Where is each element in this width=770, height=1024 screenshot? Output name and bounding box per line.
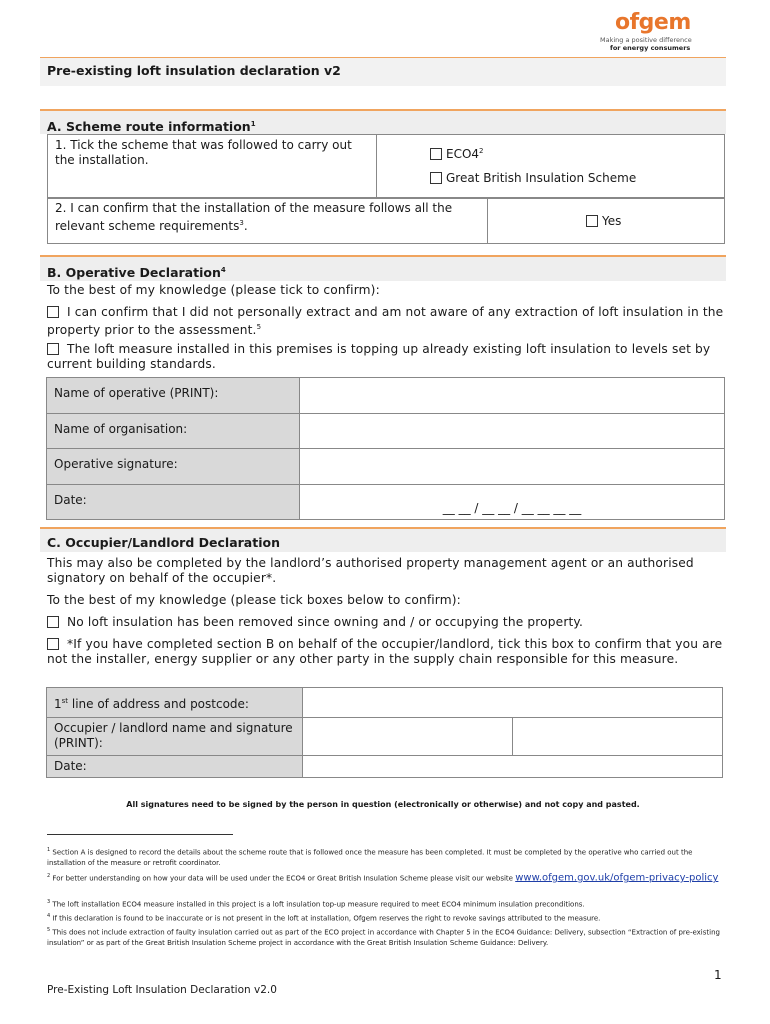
footnote-4 [47, 911, 727, 924]
operative-signature-label: Operative signature: [47, 449, 300, 485]
footnote-rule [47, 834, 233, 835]
requirements-table [47, 198, 725, 244]
logo-tagline-2: for energy consumers [610, 44, 691, 52]
footnote-2 [47, 871, 727, 884]
occupier-check-2[interactable] [47, 637, 727, 667]
footnote-text: For better understanding on how your data will be used under the ECO4 or Great British Insulation Scheme please visit our website [52, 874, 516, 883]
yes-checkbox[interactable] [586, 215, 598, 227]
top-up-checkbox[interactable] [47, 343, 59, 355]
gbis-label: Great British Insulation Scheme [446, 171, 637, 185]
footnote-text: If this declaration is found to be inaccurate or is not present in the loft at installation, Ofgem reserves the right to revoke savings attributed to the measure. [52, 914, 601, 923]
footnote-number: 3 [47, 899, 51, 905]
footnote-ref: 4 [220, 266, 226, 274]
operative-name-label: Name of operative (PRINT): [47, 378, 300, 414]
address-label-pre: 1 [54, 696, 62, 711]
occupier-details-table [46, 687, 723, 778]
section-a-heading [40, 109, 726, 134]
operative-details-table [46, 377, 725, 520]
not-installer-label: *If you have completed section B on behalf of the occupier/landlord, tick this box to confirm that you are not the installer, energy supplier or any other party in the supply chain responsible for this measure. [47, 637, 723, 666]
scheme-route-table [47, 134, 725, 198]
page-footer: Pre-Existing Loft Insulation Declaration v2.0 [47, 984, 277, 996]
footnote-text: The loft installation ECO4 measure installed in this project is a loft insulation top-up measure required to meet ECO4 minimum insulation preconditions. [52, 900, 585, 909]
requirements-question: 2. I can confirm that the installation of the measure follows all the relevant scheme requirements [55, 201, 453, 233]
scheme-question-cell [48, 135, 377, 198]
no-removal-checkbox[interactable] [47, 616, 59, 628]
ofgem-logo [598, 10, 718, 52]
occupier-signature-field[interactable] [513, 718, 723, 756]
yes-label: Yes [602, 214, 622, 228]
footnote-number: 2 [47, 873, 51, 879]
page-number: 1 [714, 968, 722, 982]
gbis-checkbox[interactable] [430, 172, 442, 184]
logo-wordmark: ofgem [615, 10, 691, 35]
operative-name-field[interactable] [300, 378, 725, 414]
footnote-text: This does not include extraction of faulty insulation carried out as part of the ECO project in accordance with Chapter 5 in the ECO4 Guidance: Delivery, subsection “Extraction of pre-existing insulation” or as part of the Great British Insulation Scheme project in accordance with the Great British Insulation Scheme Guidance: Delivery. [47, 928, 720, 948]
footnote-number: 1 [47, 847, 51, 853]
scheme-options-cell [377, 135, 725, 198]
option-gbis[interactable] [430, 171, 724, 186]
footnote-number: 4 [47, 913, 51, 919]
footnote-number: 5 [47, 927, 51, 933]
operative-intro: To the best of my knowledge (please tick to confirm): [47, 283, 380, 297]
occupier-check-1[interactable] [47, 615, 727, 630]
no-extraction-label: I can confirm that I did not personally extract and am not aware of any extraction of loft insulation in the property prior to the assessment. [47, 305, 724, 338]
occupier-para: This may also be completed by the landlord’s authorised property management agent or an authorised signatory on behalf of the occupier*. [47, 556, 694, 585]
operative-check-1[interactable] [47, 305, 727, 338]
requirements-question-cell [48, 199, 488, 244]
footnote-1 [47, 845, 727, 869]
option-eco4[interactable] [430, 144, 724, 162]
section-c-heading: C. Occupier/Landlord Declaration [40, 527, 726, 552]
privacy-policy-link[interactable]: www.ofgem.gov.uk/ofgem-privacy-policy [515, 872, 719, 884]
address-field[interactable] [303, 688, 723, 718]
occupier-intro: To the best of my knowledge (please tick boxes below to confirm): [47, 593, 461, 607]
requirements-question-end: . [243, 219, 248, 233]
footnote-text: Section A is designed to record the details about the scheme route that is followed once the measure has been completed. It must be completed by the operative who carried out the installation of the measure or retrofit coordinator. [47, 848, 693, 868]
no-extraction-checkbox[interactable] [47, 306, 59, 318]
document-title: Pre-existing loft insulation declaration v2 [40, 58, 726, 86]
not-installer-checkbox[interactable] [47, 638, 59, 650]
signature-note: All signatures need to be signed by the person in question (electronically or otherwise) and not copy and pasted. [126, 800, 640, 809]
operative-check-2[interactable] [47, 342, 727, 372]
organisation-field[interactable] [300, 413, 725, 449]
no-removal-label: No loft insulation has been removed since owning and / or occupying the property. [67, 615, 584, 629]
scheme-question: 1. Tick the scheme that was followed to carry out the installation. [55, 138, 352, 167]
top-up-label: The loft measure installed in this premises is topping up already existing loft insulation to levels set by current building standards. [47, 342, 711, 371]
address-label [47, 688, 303, 718]
footnote-ref: 1 [250, 120, 256, 128]
eco4-checkbox[interactable] [430, 148, 442, 160]
operative-signature-field[interactable] [300, 449, 725, 485]
footnote-ref: 5 [256, 323, 262, 331]
occupier-date-field[interactable] [303, 756, 723, 778]
occupier-date-label: Date: [47, 756, 303, 778]
operative-date-field[interactable]: __ __ / __ __ / __ __ __ __ [300, 484, 725, 520]
occupier-name-field[interactable] [303, 718, 513, 756]
section-b-heading-text: B. Operative Declaration [47, 265, 221, 281]
footnote-ref: 3 [239, 219, 244, 227]
address-label-post: line of address and postcode: [68, 696, 249, 711]
organisation-label: Name of organisation: [47, 413, 300, 449]
address-label-sup: st [61, 696, 69, 705]
eco4-label: ECO4 [446, 147, 480, 161]
requirements-yes-cell [488, 199, 725, 244]
section-a-heading-text: A. Scheme route information [47, 119, 251, 135]
footnote-3 [47, 897, 727, 910]
occupier-name-label: Occupier / landlord name and signature (PRINT): [47, 718, 303, 756]
footnote-ref: 2 [479, 147, 484, 155]
logo-tagline-1: Making a positive difference [600, 36, 692, 44]
footnote-5 [47, 925, 727, 949]
operative-date-label: Date: [47, 484, 300, 520]
section-b-heading [40, 255, 726, 281]
